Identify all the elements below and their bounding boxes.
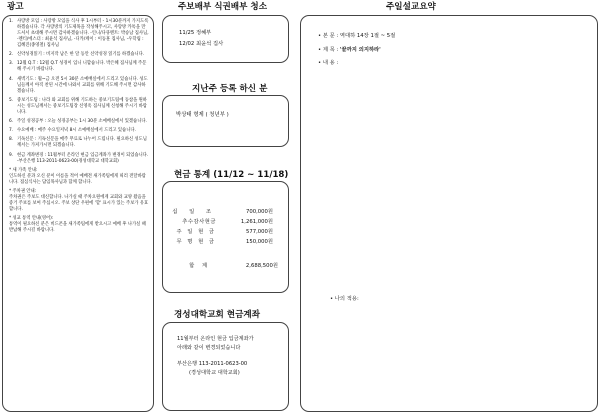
stats-value: 150,000원 xyxy=(245,239,273,245)
announcement-text: 사랑방 모임 : 사랑방 모임을 식사 후 1시부터 - 1시30분까지 가지도록 하겠습니다. 각 사랑방의 기도제목을 작성해주시고, 사랑방 카톡을 만드셔서 초대해 주시면 감사하겠습니다. -인니/다큐멘트: 박승남 집사님, -멘티/에스더 : 최윤석 집사님, -디카/케이 : 이동훈 집사님, -우학림 : 김혜진(종영철) 집사님 xyxy=(17,19,149,48)
stats-value: 1,261,000원 xyxy=(240,219,273,225)
note-title: * 성교 통역 안내(영어): xyxy=(9,215,54,221)
announcement-item xyxy=(9,52,149,58)
stats-row xyxy=(163,206,288,216)
sermon-header: 주일설교요약 xyxy=(386,2,436,12)
account-box xyxy=(162,322,289,411)
announcement-number: 1. xyxy=(9,19,14,24)
stats-total-label: 합 계 xyxy=(189,263,210,269)
announcement-text: 주일 성경공부 : 오늘 성경공부는 1시 30분 소예배실에서 있겠습니다. xyxy=(17,118,147,124)
sermon-text-label: 본 문 : xyxy=(322,33,339,39)
announcement-item xyxy=(9,61,149,73)
stats-row xyxy=(163,226,288,236)
stats-label: 무 명 현 금 xyxy=(176,239,216,245)
note-title: * 주차권 안내: xyxy=(9,188,37,194)
announcement-item xyxy=(9,128,149,134)
announcement-text: 새벽기도 : 월~금 오전 5시 30분 소예배실에서 드리고 있습니다. 성도님들께서 아직 찬된 시간에 나와서 교회를 위해 기도해 주시면 감사하겠습니다. xyxy=(17,76,148,94)
note-text: 주차권은 주보도 대신합니다. 나가실 때 주차요원에게 교회와 교양 왔음을 증거 주보를 보여 주십시오. 주보 상단 우편에 '할' 표시가 있는 주보가 유효합니다. xyxy=(9,194,149,212)
announcement-number: 7. xyxy=(9,128,14,134)
note-item xyxy=(9,168,149,186)
announcement-item xyxy=(9,153,149,165)
note-text: 통역이 필요하신 분은 비드폰을 새가족팀에게 받으시고 예배 후 나가실 때 반납해 주시길 바랍니다. xyxy=(9,221,146,233)
announcement-text: 현금 계좌변경 : 11월부터 온라인 현금 입금계좌가 변경이 되었습니다. -부산은행 113-2011-0623-00(경성대학교 대학교회) xyxy=(17,152,149,164)
announcement-text: 신약성경읽기 : 비지작 남은 한 달 동안 신약성경 읽기를 하겠습니다. xyxy=(17,52,145,58)
note-text: 인도하신 분과 오신 분이 이름을 적어 예배전 새가족팀에게 띠러 전달바랍니다. 접심식사는 담임목사님과 함께 합니다. xyxy=(9,173,146,185)
bullet-icon: • xyxy=(318,46,323,53)
note-item xyxy=(9,216,149,234)
bullet-icon: • xyxy=(318,60,323,66)
registration-box xyxy=(162,95,289,147)
account-line-3: 부산은행 113-2011-0623-00 xyxy=(177,360,248,367)
stats-total-row xyxy=(163,261,288,269)
sermon-content-line xyxy=(318,58,597,66)
sermon-text-line xyxy=(318,31,597,39)
announcement-text: 기독신문 : 기독신문을 매주 무료로 나누어 드립니다. 필요하신 성도님께서는 가져가시면 되겠습니다. xyxy=(17,137,147,149)
announcements-header: 광고 xyxy=(7,2,24,12)
registration-header: 지난주 등록 하신 분 xyxy=(192,84,268,94)
announcement-text: 수요예배 : 매주 수요일저녁 8시 소예배실에서 드리고 있습니다. xyxy=(17,128,136,134)
announcement-item xyxy=(9,19,149,49)
stats-value: 577,000원 xyxy=(245,229,273,235)
stats-row xyxy=(163,236,288,246)
announcement-number: 2. xyxy=(9,52,14,58)
announcement-number: 4. xyxy=(9,76,14,82)
announcement-number: 9. xyxy=(9,152,14,158)
announcements-box xyxy=(2,15,154,412)
account-header: 경성대학교회 현금계좌 xyxy=(174,310,261,320)
announcement-number: 3. xyxy=(9,61,14,67)
sermon-title-value: '끝까지 의지하라' xyxy=(339,46,381,53)
stats-box xyxy=(162,181,289,293)
announcement-number: 5. xyxy=(9,97,14,103)
announcement-number: 8. xyxy=(9,137,14,143)
announcement-number: 6. xyxy=(9,118,14,124)
sermon-title-line xyxy=(318,45,597,53)
sermon-title-label: 제 목 : xyxy=(322,46,339,53)
registration-name: 박상태 형제 ( 청년부 ) xyxy=(176,112,229,118)
announcement-item xyxy=(9,137,149,149)
notes-list xyxy=(9,168,149,234)
note-item xyxy=(9,189,149,213)
duty-line-2: 12/02 최윤석 집사 xyxy=(179,41,224,47)
stats-total-value: 2,688,500원 xyxy=(245,263,278,269)
duty-line-1: 11/25 정혜부 xyxy=(179,30,212,36)
my-notes-label: • 나의 적용: xyxy=(330,296,359,302)
account-line-2: 아래와 같이 변경되었습니다 xyxy=(177,345,241,352)
announcement-list xyxy=(9,19,149,165)
duty-header: 주보배부 식권배부 청소 xyxy=(178,2,267,12)
stats-label: 주 일 현 금 xyxy=(176,229,216,235)
announcement-item xyxy=(9,98,149,116)
account-line-1: 11월부터 온라인 현금 입금계좌가 xyxy=(177,336,254,342)
announcement-text: 12월 Q.T : 12월 Q.T 성경이 입니 니합습니다. 박은혜 집사님께 주문해 주시기 바랍니다. xyxy=(17,61,147,73)
announcement-item xyxy=(9,119,149,125)
announcement-item xyxy=(9,77,149,95)
bullet-icon: • xyxy=(318,33,323,39)
stats-label: 십 일 조 xyxy=(172,209,216,215)
stats-value: 700,000원 xyxy=(245,209,273,215)
sermon-text-value: 역대하 14장 1절 ~ 5절 xyxy=(339,33,396,39)
stats-row xyxy=(163,216,288,226)
stats-header: 현금 통계 (11/12 ~ 11/18) xyxy=(174,170,289,180)
duty-box xyxy=(162,15,289,63)
sermon-box xyxy=(300,15,598,412)
stats-label: 추수감사현금 xyxy=(182,219,216,225)
sermon-content-label: 내 용 : xyxy=(322,60,339,66)
note-title: * 새 가족 안내: xyxy=(9,167,38,173)
account-line-4: (경성대학교 대학교회) xyxy=(189,370,240,377)
announcement-text: 중보기도팀 : 나라 와 교회를 위해 기도하는 중보기도팀에 동참을 원하시는 성도님께서는 중보기도팀장 신영옥 집사님께 신청해 주시기 바랍니다. xyxy=(17,97,147,115)
